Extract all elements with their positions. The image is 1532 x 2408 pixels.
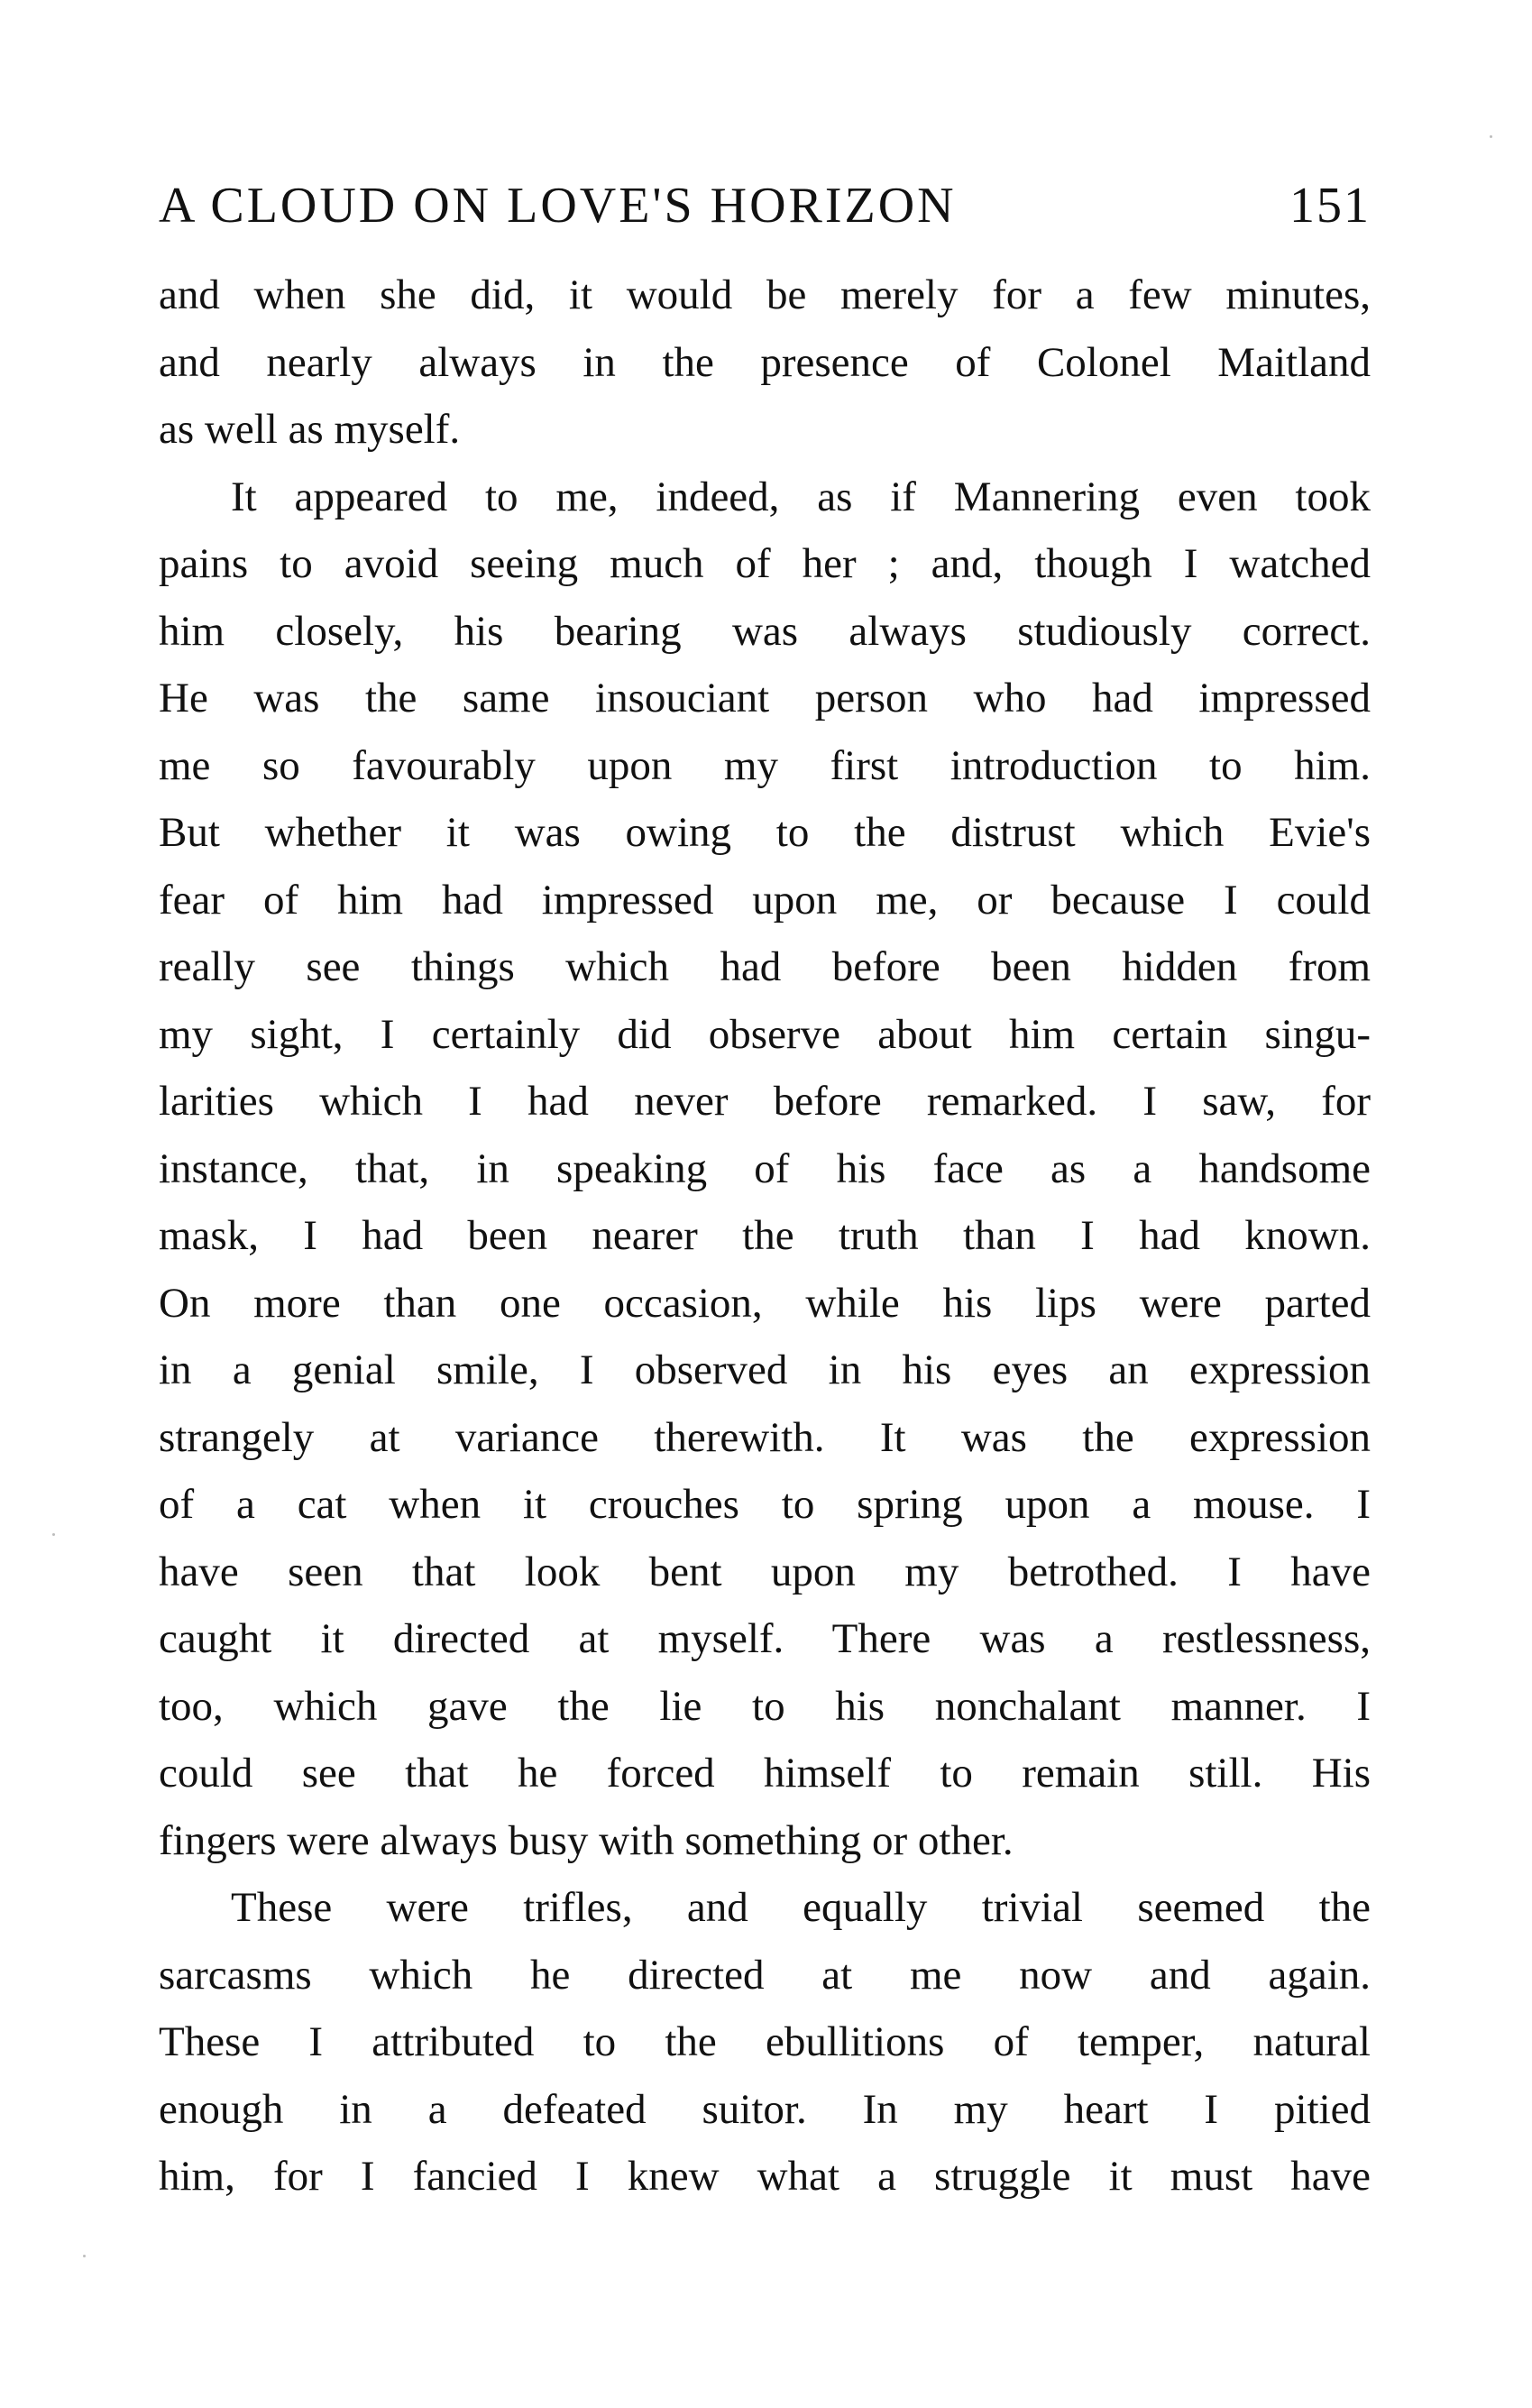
text-line: pains to avoid seeing much of her ; and, though I watched xyxy=(159,540,1371,587)
text-line: could see that he forced himself to remain still. His xyxy=(159,1750,1371,1797)
text-line: instance, that, in speaking of his face as a handsome xyxy=(159,1144,1371,1192)
text-line: in a genial smile, I observed in his eyes an expression xyxy=(159,1346,1371,1393)
text-line: It appeared to me, indeed, as if Mannering even took xyxy=(231,473,1371,520)
page-number: 151 xyxy=(1289,178,1371,234)
page-header xyxy=(159,170,1371,242)
text-line: But whether it was owing to the distrust which Evie's xyxy=(159,809,1371,856)
text-line: He was the same insouciant person who had impressed xyxy=(159,675,1371,721)
text-line: On more than one occasion, while his lips were parted xyxy=(159,1279,1371,1327)
running-title: A CLOUD ON LOVE'S HORIZON xyxy=(159,178,957,234)
text-line: of a cat when it crouches to spring upon a mouse. I xyxy=(159,1481,1371,1528)
text-line: fear of him had impressed upon me, or because I could xyxy=(159,876,1371,924)
text-line: These were trifles, and equally trivial seemed the xyxy=(231,1884,1371,1931)
text-line: him, for I fancied I knew what a struggle it must have xyxy=(159,2153,1371,2200)
text-line: fingers were always busy with something or other. xyxy=(159,1816,1014,1864)
text-line: sarcasms which he directed at me now and again. xyxy=(159,1951,1371,1999)
text-line: as well as myself. xyxy=(159,406,461,453)
scan-speck xyxy=(83,2255,86,2257)
text-line: my sight, I certainly did observe about him certain singu- xyxy=(159,1010,1371,1058)
text-line: and when she did, it would be merely for a few minutes, xyxy=(159,271,1371,318)
text-line: me so favourably upon my first introduction to him. xyxy=(159,741,1371,789)
text-line: enough in a defeated suitor. In my heart I pitied xyxy=(159,2085,1371,2133)
text-line: and nearly always in the presence of Colonel Maitland xyxy=(159,338,1371,386)
text-line: have seen that look bent upon my betrothed. I have xyxy=(159,1548,1371,1595)
text-line: really see things which had before been hidden from xyxy=(159,943,1371,990)
scan-speck xyxy=(52,1533,55,1536)
scan-speck xyxy=(1490,135,1492,138)
text-line: him closely, his bearing was always studiously correct. xyxy=(159,607,1371,655)
text-line: mask, I had been nearer the truth than I had known. xyxy=(159,1212,1371,1259)
text-line: too, which gave the lie to his nonchalant manner. I xyxy=(159,1682,1371,1730)
text-line: larities which I had never before remarked. I saw, for xyxy=(159,1078,1371,1125)
body-text xyxy=(159,262,1371,2210)
text-line: strangely at variance therewith. It was the expression xyxy=(159,1413,1371,1461)
text-line: These I attributed to the ebullitions of temper, natural xyxy=(159,2018,1371,2065)
text-line: caught it directed at myself. There was a restlessness, xyxy=(159,1615,1371,1662)
